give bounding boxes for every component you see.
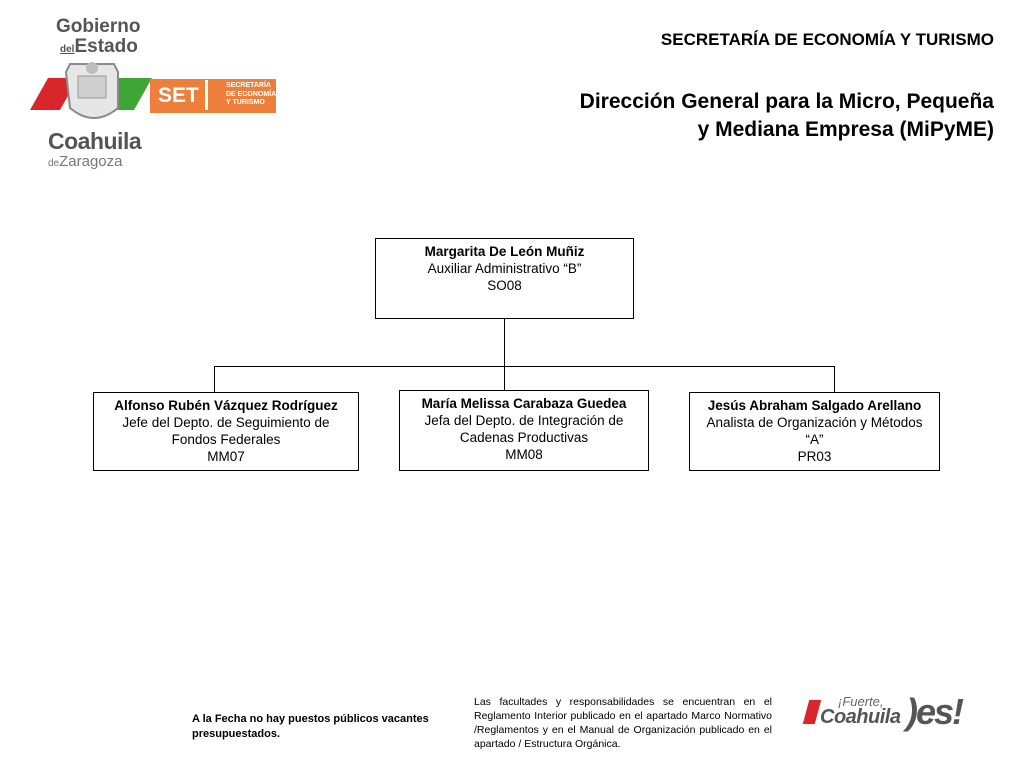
connector-horizontal <box>214 366 835 367</box>
logo-de: de <box>48 158 60 169</box>
government-logo <box>0 0 290 180</box>
connector-vertical-top <box>504 319 505 367</box>
node-role: Fondos Federales <box>171 432 281 447</box>
page-title-line2: y Mediana Empresa (MiPyME) <box>697 118 994 141</box>
node-name: Margarita De León Muñiz <box>424 244 585 259</box>
org-node-right <box>689 392 940 471</box>
node-role: Jefe del Depto. de Seguimiento de <box>122 415 330 430</box>
node-role: Analista de Organización y Métodos <box>706 415 923 430</box>
logo-coahuila: Coahuila <box>48 128 142 154</box>
department-title: SECRETARÍA DE ECONOMÍA Y TURISMO <box>660 30 994 49</box>
brand-fuerte: ¡Fuerte, <box>838 694 884 709</box>
logo-del-estado <box>60 36 138 58</box>
node-role: Auxiliar Administrativo “B” <box>427 261 582 276</box>
logo-zaragoza <box>48 153 123 170</box>
node-name: Alfonso Rubén Vázquez Rodríguez <box>114 398 338 413</box>
logo-del: del <box>60 44 75 55</box>
vacancies-note: A la Fecha no hay puestos públicos vacantes presupuestados. <box>192 713 429 740</box>
node-name: María Melissa Carabaza Guedea <box>421 396 627 411</box>
set-sub-line: Y TURISMO <box>226 99 265 106</box>
node-code: PR03 <box>797 449 832 464</box>
connector-left <box>214 366 215 392</box>
brand-es: )es! <box>906 691 963 732</box>
node-role: Jefa del Depto. de Integración de <box>424 413 624 428</box>
org-node-top <box>375 238 634 319</box>
coat-of-arms-icon <box>30 58 160 130</box>
node-name: Jesús Abraham Salgado Arellano <box>707 398 922 413</box>
node-role: “A” <box>805 432 824 447</box>
org-node-left <box>93 392 359 471</box>
logo-estado: Estado <box>74 36 138 57</box>
page-title <box>514 88 994 144</box>
faculties-note: Las facultades y responsabilidades se encuentran en el Reglamento Interior publicado en el apartado Marco Normativo /Reglamentos y en el Manual de Organización publicado en el apartado / Estructura Orgánica. <box>474 696 772 750</box>
node-code: MM08 <box>505 447 543 462</box>
node-code: MM07 <box>207 449 245 464</box>
logo-zaragoza-text: Zaragoza <box>59 153 123 170</box>
org-node-mid <box>399 390 649 471</box>
set-subtitle <box>226 82 276 108</box>
logo-gobierno: Gobierno <box>56 16 141 37</box>
set-label: SET <box>158 84 199 107</box>
page-title-line1: Dirección General para la Micro, Pequeña <box>579 90 994 113</box>
connector-right <box>834 366 835 392</box>
connector-mid <box>504 366 505 390</box>
set-sub-line: SECRETARÍA <box>226 82 271 89</box>
brand-red-bar <box>803 700 821 724</box>
node-code: SO08 <box>487 278 522 293</box>
set-divider <box>205 80 208 110</box>
set-sub-line: DE ECONOMÍA <box>226 90 277 98</box>
brand-coahuila: Coahuila <box>820 706 901 728</box>
node-role: Cadenas Productivas <box>459 430 589 445</box>
